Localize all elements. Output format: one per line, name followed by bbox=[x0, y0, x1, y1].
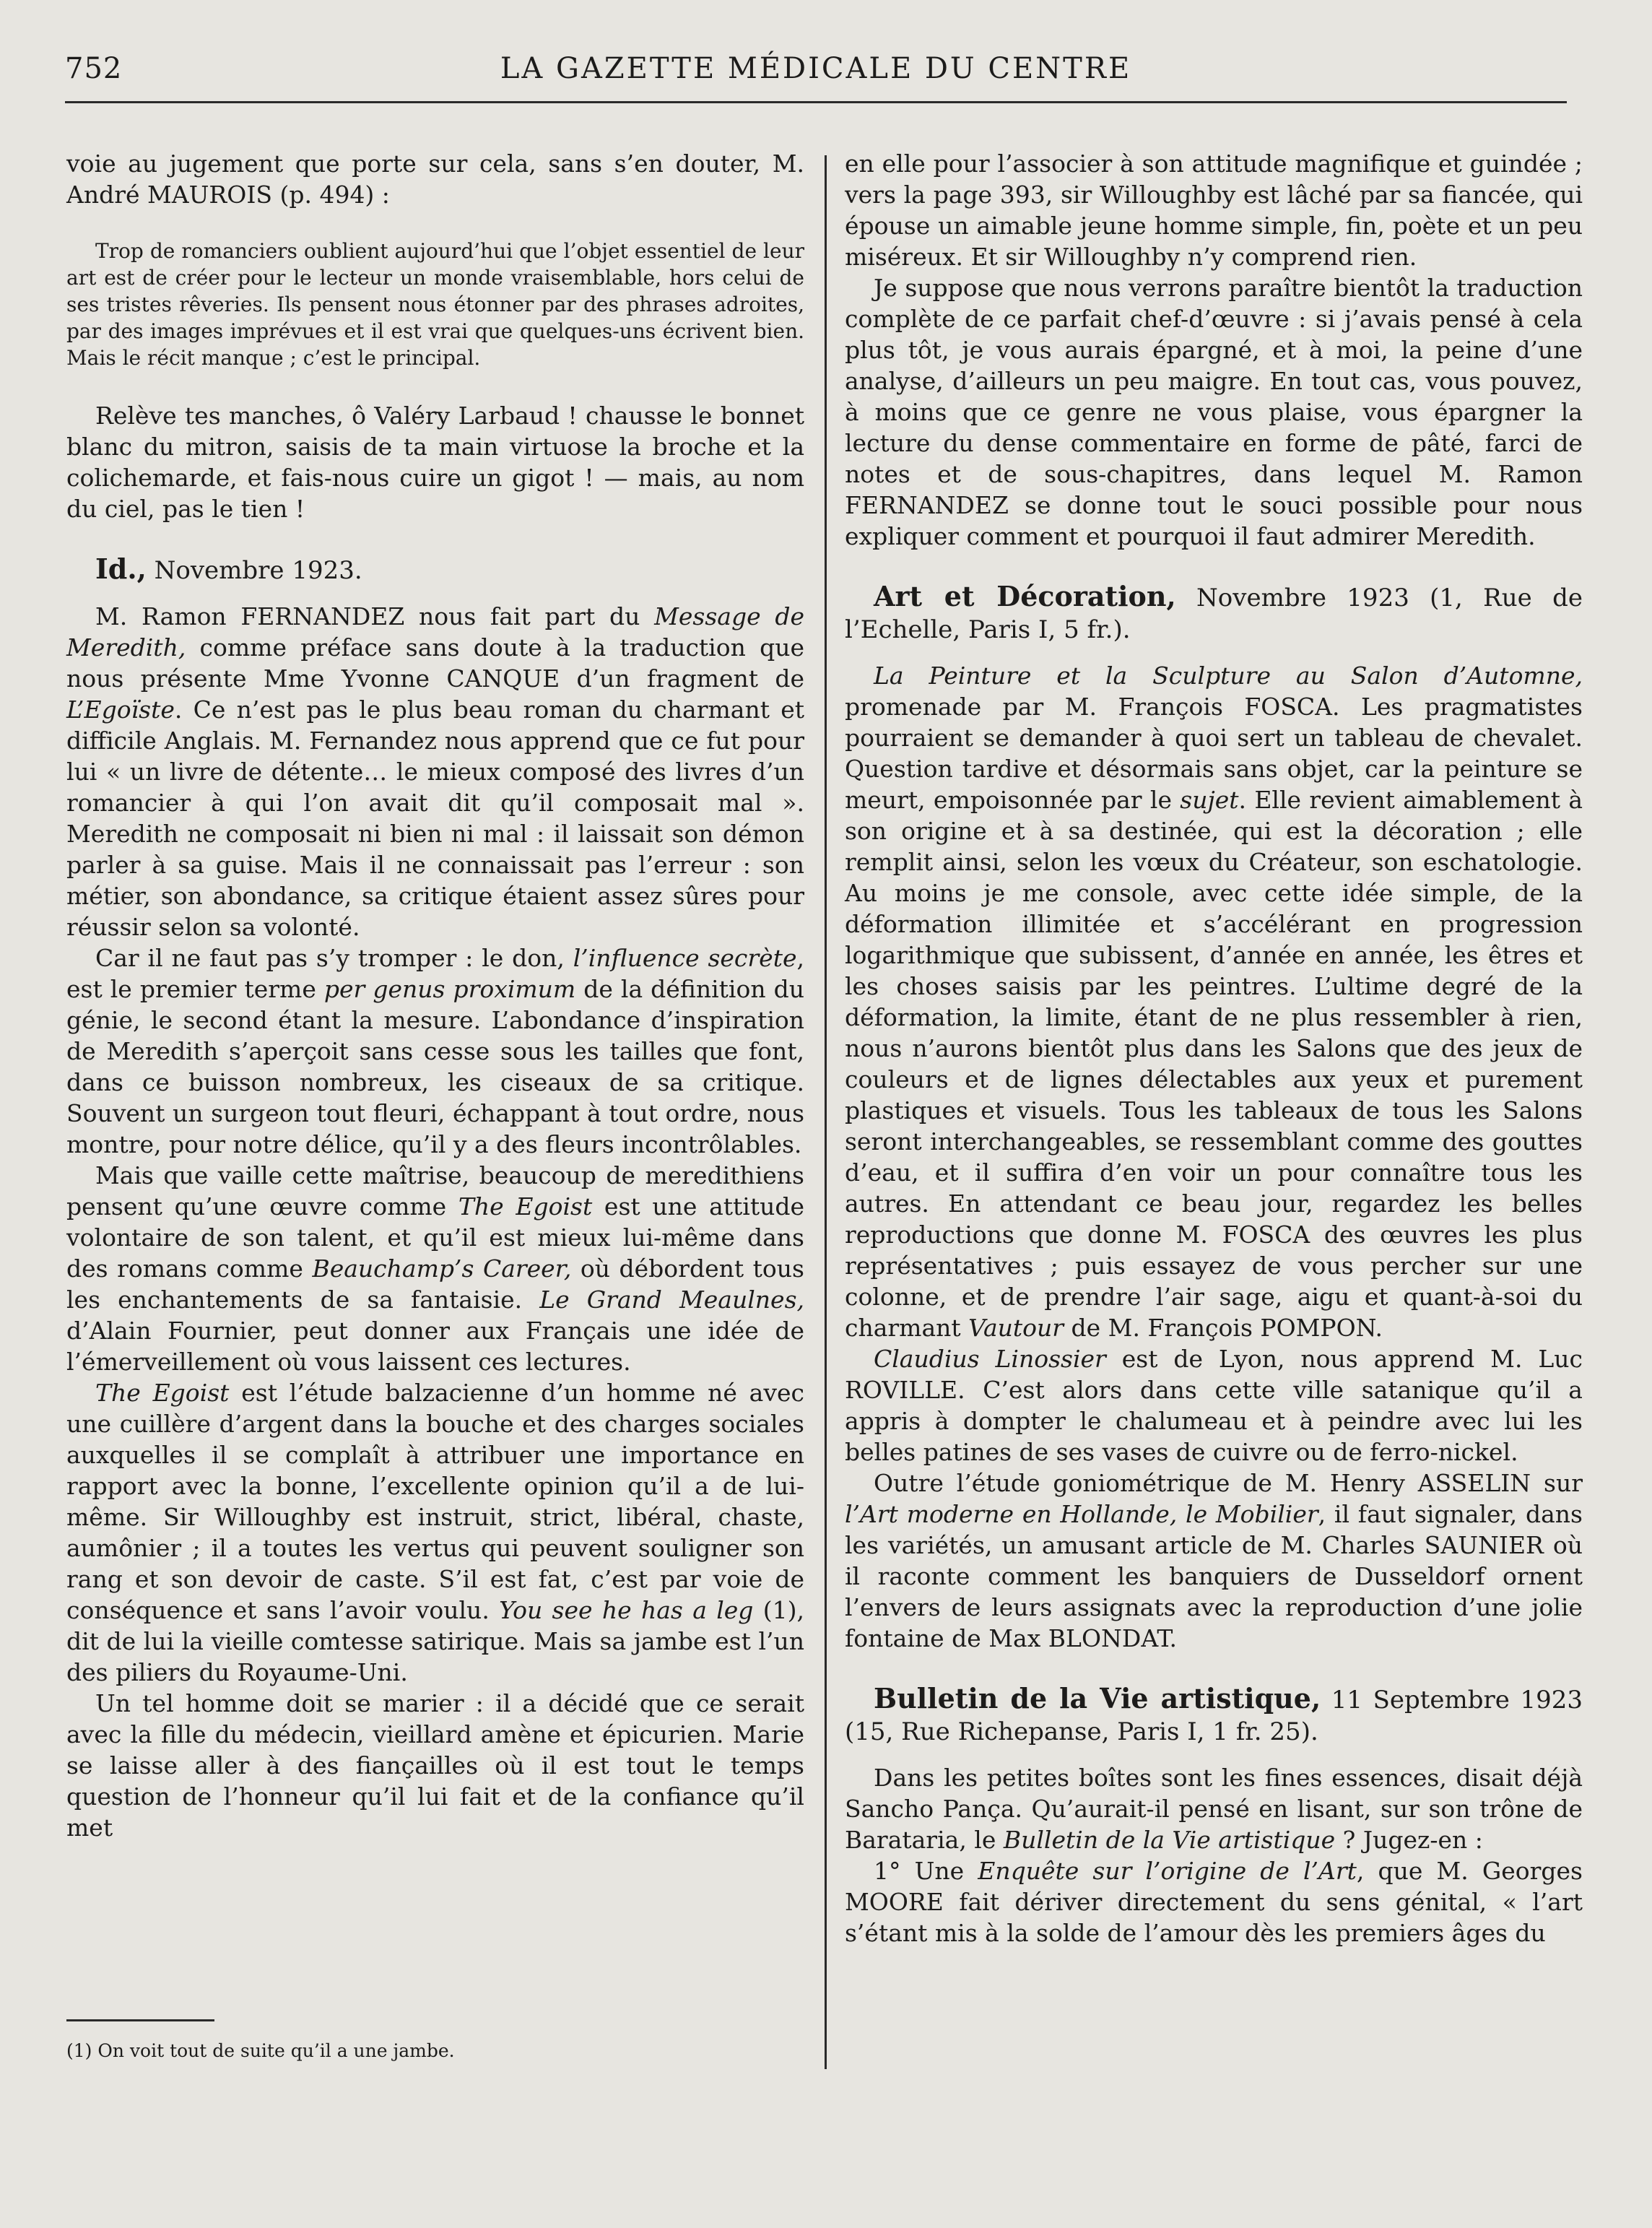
italic-title: Bulletin de la Vie artistique bbox=[1003, 1826, 1336, 1854]
italic-title: The Egoist bbox=[95, 1379, 230, 1407]
text-span: . Ce n’est pas le plus beau roman du charmant et difficile Anglais. M. Fernandez nous apprend que ce fut pour lui « un livre de détente… le mieux composé des livres d’un romancier à qui l’on avait dit qu’il composait mal ». Meredith ne composait ni bien ni mal : il laissait son démon parler à sa guise. Mais il ne connaissait pas l’erreur : son métier, son abondance, sa critique étaient assez sûres pour réussir selon sa volonté. bbox=[66, 695, 804, 941]
text-span: de la définition du génie, le second étant la mesure. L’abondance d’inspiration de Meredith s’aperçoit sans cesse sous les tailles que font, dans ce buisson nombreux, les ciseaux de sa critique. Souvent un surgeon tout fleuri, échappant à tout ordre, nous montre, pour notre délice, qu’il y a des fleurs incontrôlables. bbox=[66, 975, 804, 1158]
text-span: où débordent tous les enchantements de sa fantaisie. bbox=[66, 1254, 804, 1314]
text-span: , que M. Georges MOORE fait dériver directement du sens génital, « l’art s’étant mis à la solde de l’amour dès les premiers âges du bbox=[845, 1857, 1583, 1947]
text-span: d’Alain Fournier, peut donner aux Français une idée de l’émerveillement où vous laissent ces lectures. bbox=[66, 1317, 804, 1376]
larbaud-paragraph: Relève tes manches, ô Valéry Larbaud ! chausse le bonnet blanc du mitron, saisis de ta main virtuose la broche et la colichemarde, et fais-nous cuire un gigot ! — mais, au nom du ciel, pas le tien ! bbox=[66, 402, 804, 523]
text-span: Mais que vaille cette maîtrise, beaucoup de meredithiens pensent qu’une œuvre comme bbox=[66, 1161, 804, 1221]
text-span: est l’étude balzacienne d’un homme né avec une cuillère d’argent dans la bouche et des charges sociales auxquelles il se complaît à attribuer une importance en rapport avec la bonne, l’excellente opinion qu’il a de lui-même. Sir Willoughby est instruit, strict, libéral, chaste, aumônier ; il a toutes les vertus qui peuvent souligner son rang et son devoir de caste. S’il est fat, c’est par voie de conséquence et sans l’avoir voulu. bbox=[66, 1379, 804, 1624]
italic-title: The Egoist bbox=[458, 1192, 593, 1221]
italic-title: Enquête sur l’origine de l’Art bbox=[978, 1857, 1357, 1885]
maitrise-paragraph bbox=[66, 1160, 804, 1377]
entry-heading-details: Novembre 1923 (1, Rue de l’Echelle, Paris I, 5 fr.). bbox=[845, 584, 1583, 644]
continuation-paragraph: en elle pour l’associer à son attitude magnifique et guindée ; vers la page 393, sir Willoughby est lâché par sa fiancée, qui épouse un aimable jeune homme simple, fin, poète et un peu miséreux. Et sir Willoughby n’y comprend rien. bbox=[845, 149, 1583, 271]
italic-title: Vautour bbox=[968, 1314, 1064, 1342]
italic-title: Le Grand Meaulnes, bbox=[539, 1286, 804, 1314]
italic-phrase: per genus proximum bbox=[323, 975, 576, 1003]
italic-name: Claudius Linossier bbox=[874, 1345, 1106, 1373]
italic-title: L’Egoïste bbox=[66, 695, 175, 724]
text-span: M. Ramon FERNANDEZ nous fait part du bbox=[95, 602, 655, 630]
italic-title: Message de Meredith, bbox=[66, 602, 804, 662]
italic-phrase: You see he has a leg bbox=[499, 1596, 754, 1624]
left-column bbox=[66, 148, 804, 1843]
entry-heading-title: Bulletin de la Vie artistique, bbox=[874, 1682, 1321, 1715]
entry-heading-bulletin bbox=[845, 1683, 1583, 1748]
text-span: est une attitude volontaire de son talent, et qu’il est mieux lui-même dans des romans comme bbox=[66, 1192, 804, 1283]
entry-heading-date: Novembre 1923. bbox=[146, 556, 362, 585]
column-divider bbox=[825, 155, 827, 2069]
entry-heading-title: Id., bbox=[95, 552, 147, 585]
text-span: Dans les petites boîtes sont les fines essences, disait déjà Sancho Pança. Qu’aurait-il pensé en lisant, sur son trône de Barataria, le bbox=[845, 1764, 1583, 1854]
text-span: . Elle revient aimablement à son origine et à sa destinée, qui est la décoration ; elle remplit ainsi, selon les vœux du Créateur, son eschatologie. Au moins je me console, avec cette idée simple, de la déformation illimitée et s’accélérant en progression logarithmique que subissent, d’année en année, les êtres et les choses saisis par les peintres. L’ultime degré de la déformation, la limite, étant de ne plus ressembler à rien, nous n’aurons bientôt plus dans les Salons que des jeux de couleurs et de lignes délectables aux yeux et purement plastiques et visuels. Tous les tableaux de tous les Salons seront interchangeables, se ressemblant comme des gouttes d’eau, et il suffira d’en voir un pour connaître tous les autres. En attendant ce beau jour, regardez les belles reproductions que donne M. FOSCA des œuvres les plus représentatives ; puis essayez de vous percher sur une colonne, et de prendre l’air sage, aigu et quant-à-soi du charmant bbox=[845, 786, 1583, 1342]
running-title: LA GAZETTE MÉDICALE DU CENTRE bbox=[500, 52, 1132, 85]
text-span: , il faut signaler, dans les variétés, un amusant article de M. Charles SAUNIER où il raconte comment les banquiers de Dusseldorf ornent l’envers de leurs assignats avec la reproduction d’une jolie fontaine de Max BLONDAT. bbox=[845, 1500, 1583, 1652]
suppose-paragraph: Je suppose que nous verrons paraître bientôt la traduction complète de ce parfait chef-d’œuvre : si j’avais pensé à cela plus tôt, je vous aurais épargné, et à moi, la peine d’une analyse, d’ailleurs un peu maigre. En tout cas, vous pouvez, à moins que ce genre ne vous plaise, vous épargner la lecture du dense commentaire en forme de pâté, farci de notes et de sous-chapitres, dans lequel M. Ramon FERNANDEZ se donne tout le souci possible pour nous expliquer comment et pourquoi il faut admirer Meredith. bbox=[845, 274, 1583, 550]
italic-title: La Peinture et la Sculpture au Salon d’Automne, bbox=[874, 662, 1583, 690]
page-header bbox=[65, 52, 1567, 95]
intro-paragraph: voie au jugement que porte sur cela, sans s’en douter, M. André MAUROIS (p. 494) : bbox=[66, 149, 804, 209]
entry-heading-id bbox=[66, 553, 804, 586]
text-span: ? Jugez-en : bbox=[1335, 1826, 1483, 1854]
maurois-quote: Trop de romanciers oublient aujourd’hui que l’objet essentiel de leur art est de créer pour le lecteur un monde vraisemblable, hors celui de ses tristes rêveries. Ils pensent nous étonner par des phrases adroites, par des images imprévues et il est vrai que quelques-uns écrivent bien. Mais le récit manque ; c’est le principal. bbox=[66, 239, 804, 370]
text-span: est de Lyon, nous apprend M. Luc ROVILLE. C’est alors dans cette ville satanique qu’il a appris à dompter le chalumeau et à peindre avec lui les belles patines de ses vases de cuivre ou de ferro-nickel. bbox=[845, 1345, 1583, 1466]
text-span: Car il ne faut pas s’y tromper : le don, bbox=[95, 944, 573, 972]
text-span: promenade par M. François FOSCA. Les pragmatistes pourraient se demander à quoi sert un tableau de chevalet. Question tardive et désormais sans objet, car la peinture se meurt, empoisonnée par le bbox=[845, 693, 1583, 814]
italic-phrase: sujet bbox=[1180, 786, 1239, 814]
italic-title: Beauchamp’s Career, bbox=[312, 1254, 572, 1283]
footnote-rule bbox=[66, 2019, 214, 2021]
fernandez-paragraph bbox=[66, 601, 804, 942]
right-column bbox=[845, 148, 1583, 1949]
outre-paragraph bbox=[845, 1468, 1583, 1654]
text-span: comme préface sans doute à la traduction que nous présente Mme Yvonne CANQUE d’un fragment de bbox=[66, 633, 804, 693]
don-paragraph bbox=[66, 942, 804, 1160]
text-span: Outre l’étude goniométrique de M. Henry ASSELIN sur bbox=[874, 1469, 1583, 1497]
text-span: 1° Une bbox=[874, 1857, 978, 1885]
boites-paragraph bbox=[845, 1762, 1583, 1855]
entry-heading-art-decoration bbox=[845, 581, 1583, 646]
peinture-paragraph bbox=[845, 660, 1583, 1343]
text-span: (1), dit de lui la vieille comtesse satirique. Mais sa jambe est l’un des piliers du Royaume-Uni. bbox=[66, 1596, 804, 1686]
text-span: de M. François POMPON. bbox=[1064, 1314, 1383, 1342]
italic-title: l’Art moderne en Hollande, le Mobilier bbox=[845, 1500, 1318, 1528]
header-rule bbox=[65, 101, 1567, 103]
entry-heading-details: 11 Septembre 1923 (15, Rue Richepanse, Paris I, 1 fr. 25). bbox=[845, 1686, 1583, 1746]
claudius-paragraph bbox=[845, 1343, 1583, 1468]
entry-heading-title: Art et Décoration, bbox=[874, 580, 1176, 612]
marier-paragraph: Un tel homme doit se marier : il a décidé que ce serait avec la fille du médecin, vieillard amène et épicurien. Marie se laisse aller à des fiançailles où il est tout le temps question de l’honneur qu’il lui fait et de la confiance qu’il met bbox=[66, 1689, 804, 1842]
text-span: , est le premier terme bbox=[66, 944, 804, 1003]
egoist-paragraph bbox=[66, 1377, 804, 1688]
italic-phrase: l’influence secrète bbox=[573, 944, 797, 972]
footnote: (1) On voit tout de suite qu’il a une jambe. bbox=[66, 2040, 455, 2061]
enquete-paragraph bbox=[845, 1855, 1583, 1949]
page-number: 752 bbox=[65, 52, 123, 85]
